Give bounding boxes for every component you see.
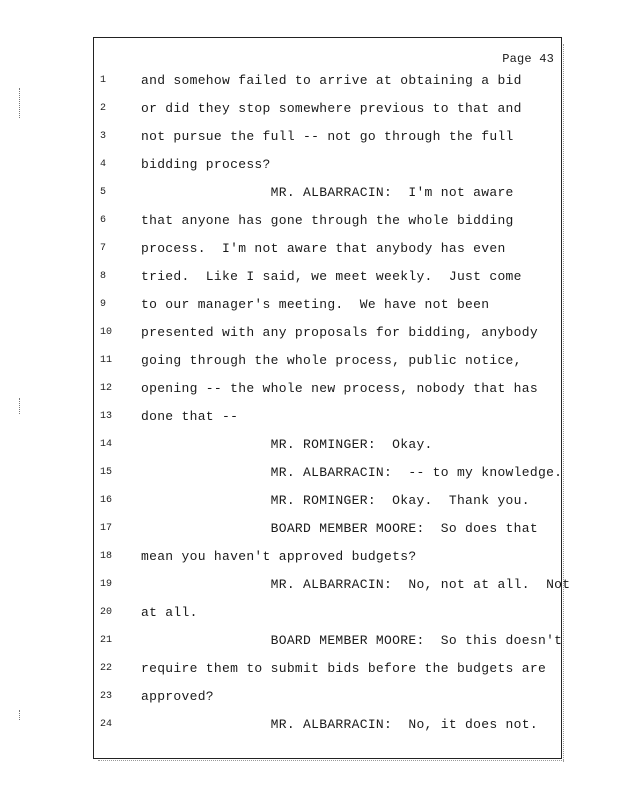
transcript-line <box>93 577 571 595</box>
line-number: 14 <box>100 439 113 450</box>
transcript-line <box>93 325 562 343</box>
line-number: 23 <box>100 691 113 702</box>
line-number: 2 <box>100 103 107 114</box>
page-number: Page 43 <box>502 52 554 66</box>
transcript-line <box>93 157 562 175</box>
line-number: 10 <box>100 327 113 338</box>
margin-scan-mark <box>19 710 21 720</box>
line-text: not pursue the full -- not go through the full <box>141 129 514 144</box>
line-number: 20 <box>100 607 113 618</box>
transcript-line <box>93 605 562 623</box>
transcript-line <box>93 381 562 399</box>
transcript-line <box>93 73 562 91</box>
line-number: 17 <box>100 523 113 534</box>
line-number: 7 <box>100 243 107 254</box>
line-text: MR. ALBARRACIN: No, not at all. Not <box>141 577 571 592</box>
transcript-line <box>93 297 562 315</box>
transcript-line <box>93 437 562 455</box>
margin-scan-mark <box>19 88 21 118</box>
line-text: that anyone has gone through the whole bidding <box>141 213 514 228</box>
line-text: or did they stop somewhere previous to that and <box>141 101 522 116</box>
frame-edge-right <box>563 44 568 762</box>
line-number: 19 <box>100 579 113 590</box>
line-number: 5 <box>100 187 107 198</box>
transcript-line <box>93 185 562 203</box>
line-number: 15 <box>100 467 113 478</box>
transcript-line <box>93 353 562 371</box>
line-number: 16 <box>100 495 113 506</box>
line-text: opening -- the whole new process, nobody that has <box>141 381 538 396</box>
line-text: MR. ALBARRACIN: No, it does not. <box>141 717 538 732</box>
line-text: MR. ALBARRACIN: I'm not aware <box>141 185 514 200</box>
line-text: to our manager's meeting. We have not been <box>141 297 490 312</box>
transcript-line <box>93 269 562 287</box>
transcript-line <box>93 241 562 259</box>
margin-scan-mark <box>19 398 21 414</box>
transcript-line <box>93 465 562 483</box>
transcript-line <box>93 213 562 231</box>
line-number: 8 <box>100 271 107 282</box>
transcript-line <box>93 717 562 735</box>
transcript-line <box>93 633 562 651</box>
line-text: MR. ALBARRACIN: -- to my knowledge. <box>141 465 563 480</box>
transcript-line <box>93 129 562 147</box>
transcript-line <box>93 521 562 539</box>
line-number: 3 <box>100 131 107 142</box>
line-number: 22 <box>100 663 113 674</box>
transcript-line <box>93 101 562 119</box>
line-number: 6 <box>100 215 107 226</box>
transcript-line <box>93 409 562 427</box>
line-number: 11 <box>100 355 113 366</box>
line-text: BOARD MEMBER MOORE: So this doesn't <box>141 633 563 648</box>
line-number: 21 <box>100 635 113 646</box>
transcript-line <box>93 549 562 567</box>
line-number: 24 <box>100 719 113 730</box>
line-number: 13 <box>100 411 113 422</box>
line-text: approved? <box>141 689 214 704</box>
line-text: done that -- <box>141 409 239 424</box>
transcript-line <box>93 661 562 679</box>
transcript-line <box>93 689 562 707</box>
line-text: BOARD MEMBER MOORE: So does that <box>141 521 538 536</box>
line-number: 1 <box>100 75 107 86</box>
line-text: bidding process? <box>141 157 271 172</box>
line-number: 18 <box>100 551 113 562</box>
line-text: at all. <box>141 605 198 620</box>
frame-edge-bottom <box>98 760 564 764</box>
line-text: tried. Like I said, we meet weekly. Just come <box>141 269 522 284</box>
line-text: mean you haven't approved budgets? <box>141 549 417 564</box>
line-number: 9 <box>100 299 107 310</box>
line-number: 12 <box>100 383 113 394</box>
line-number: 4 <box>100 159 107 170</box>
line-text: and somehow failed to arrive at obtaining a bid <box>141 73 522 88</box>
line-text: going through the whole process, public notice, <box>141 353 522 368</box>
line-text: MR. ROMINGER: Okay. Thank you. <box>141 493 530 508</box>
line-text: presented with any proposals for bidding, anybody <box>141 325 538 340</box>
line-text: process. I'm not aware that anybody has even <box>141 241 506 256</box>
line-text: require them to submit bids before the budgets are <box>141 661 547 676</box>
transcript-line <box>93 493 562 511</box>
line-text: MR. ROMINGER: Okay. <box>141 437 433 452</box>
